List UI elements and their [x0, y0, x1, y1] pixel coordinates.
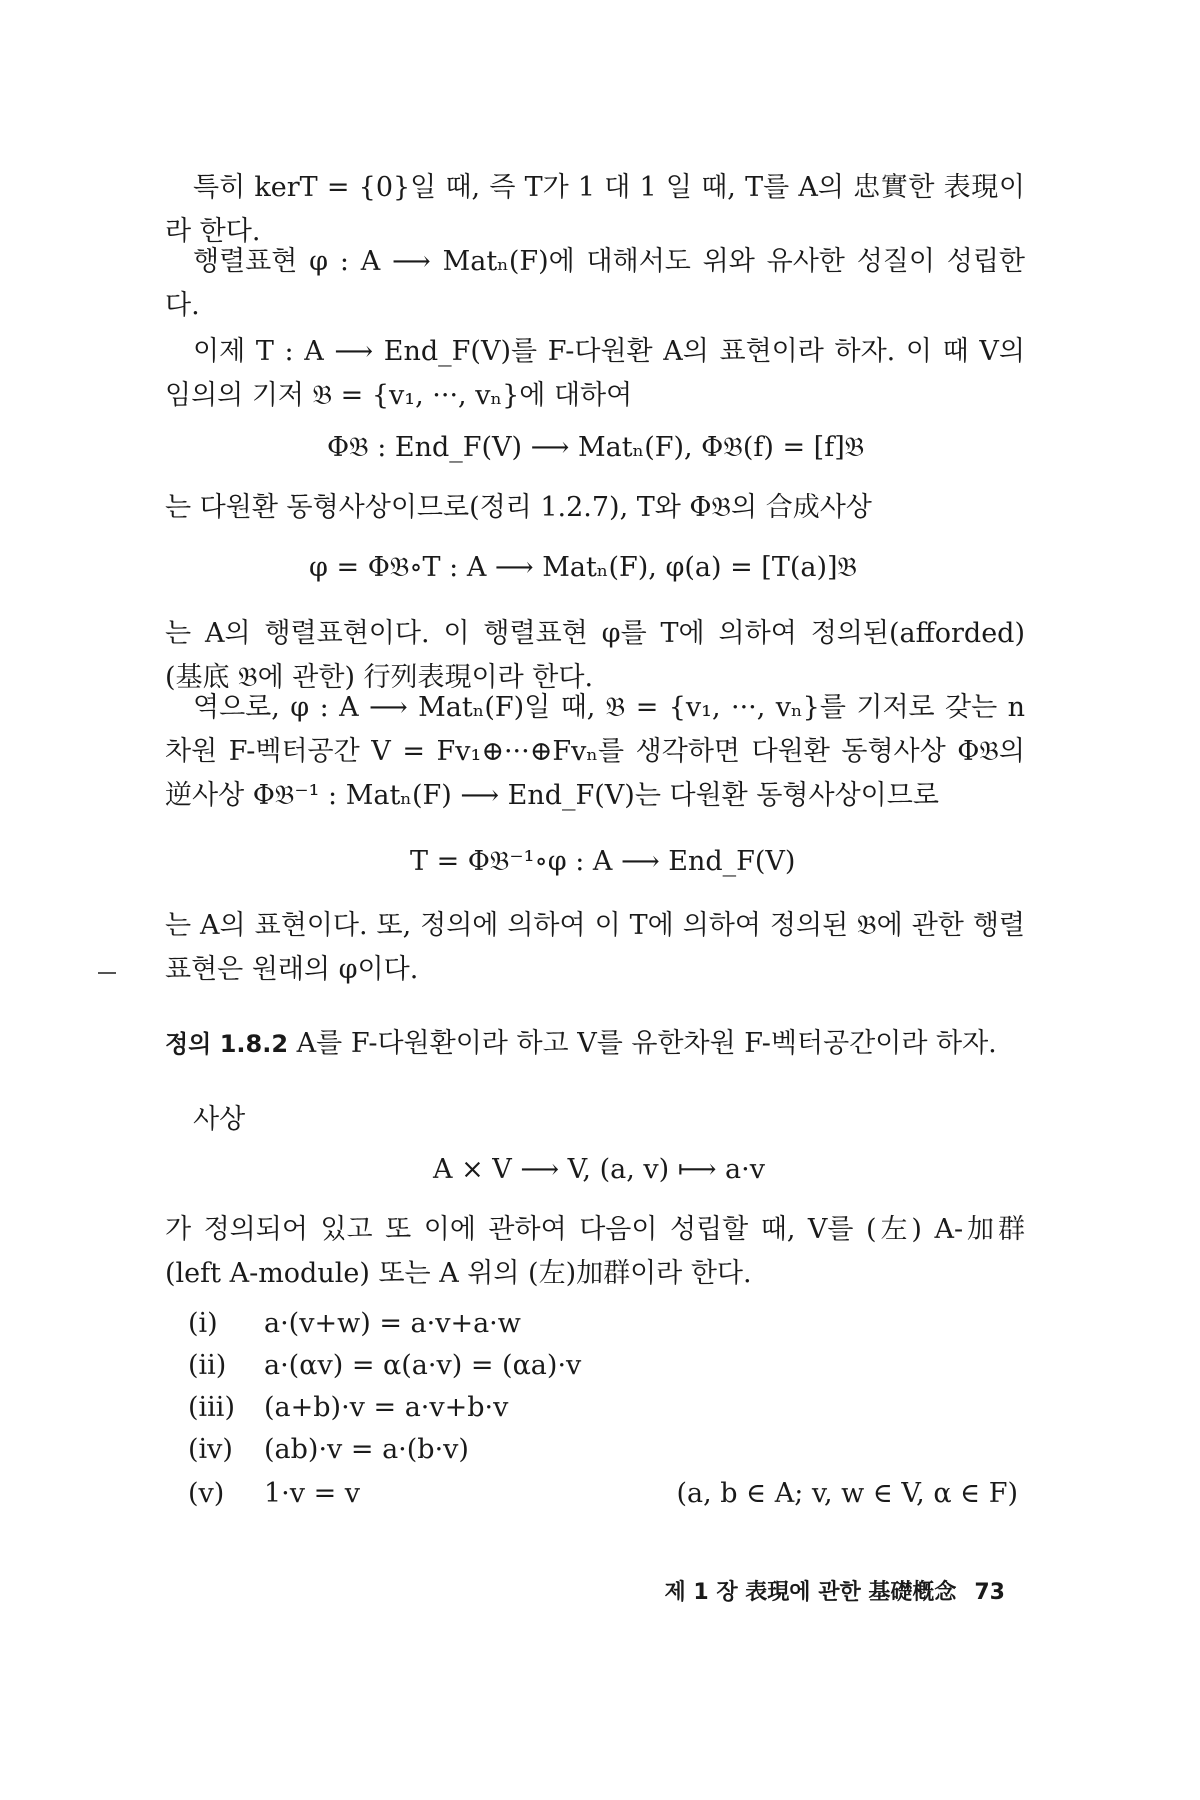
paragraph-module-definition [165, 1208, 1025, 1296]
condition-i [188, 1304, 521, 1344]
definition-label: 정의 1.8.2 [165, 1030, 289, 1058]
equation-action: A × V ⟶ V, (a, v) ⟼ a·v [433, 1154, 765, 1185]
equation-composition: φ = Φ𝔅∘T : A ⟶ Matₙ(F), φ(a) = [T(a)]𝔅 [309, 552, 858, 583]
condition-formula: 1·v = v [264, 1478, 361, 1509]
paragraph-text: 는 A의 표현이다. 또, 정의에 의하여 이 T에 의하여 정의된 𝔅에 관한 행렬표현은 원래의 φ이다. [165, 910, 1025, 985]
definition-1-8-2 [165, 1022, 1025, 1066]
condition-ii [188, 1346, 581, 1386]
paragraph-text: 특히 kerT = {0}일 때, 즉 T가 1 대 1 일 때, T를 A의 忠實한 表現이라 한다. [165, 172, 1025, 247]
condition-label: (iv) [188, 1434, 233, 1465]
paragraph-representation-result [165, 904, 1025, 992]
page-number: 73 [974, 1580, 1005, 1605]
definition-paragraph [165, 1022, 1025, 1066]
paragraph-matrix-representation [165, 240, 1025, 328]
page-footer [665, 1575, 1006, 1606]
paragraph-text: 가 정의되어 있고 또 이에 관하여 다음이 성립할 때, V를 (左) A-加群 (left A-module) 또는 A 위의 (左)加群이라 한다. [165, 1214, 1025, 1289]
condition-iv [188, 1430, 469, 1470]
condition-label: (i) [188, 1308, 218, 1339]
condition-formula: a·(v+w) = a·v+a·w [264, 1308, 521, 1339]
equation-inverse: T = Φ𝔅⁻¹∘φ : A ⟶ End_F(V) [410, 846, 796, 877]
chapter-title: 제 1 장 表現에 관한 基礎槪念 [664, 1580, 957, 1605]
condition-formula: (ab)·v = a·(b·v) [264, 1434, 469, 1465]
paragraph-text: 는 다원환 동형사상이므로(정리 1.2.7), T와 Φ𝔅의 合成사상 [165, 492, 872, 523]
condition-label: (iii) [188, 1392, 235, 1423]
paragraph-text: 이제 T : A ⟶ End_F(V)를 F-다원환 A의 표현이라 하자. 이 때 V의 임의의 기저 𝔅 = {v₁, ···, vₙ}에 대하여 [165, 336, 1025, 411]
margin-mark [98, 972, 116, 974]
definition-text: A를 F-다원환이라 하고 V를 유한차원 F-벡터공간이라 하자. [296, 1028, 997, 1059]
condition-label: (ii) [188, 1350, 227, 1381]
condition-label: (v) [188, 1478, 225, 1509]
paragraph-text: 사상 [193, 1104, 246, 1135]
paragraph-text: 행렬표현 φ : A ⟶ Matₙ(F)에 대해서도 위와 유사한 성질이 성립한다. [165, 246, 1025, 321]
paragraph-text: 역으로, φ : A ⟶ Matₙ(F)일 때, 𝔅 = {v₁, ···, vₙ}를 기저로 갖는 n차원 F-벡터공간 V = Fv₁⊕···⊕Fvₙ를 생각하면 다원환 동형사상 Φ𝔅의 逆사상 Φ𝔅⁻¹ : Matₙ(F) ⟶ End_F(V)는 다원환 동형사상이므로 [165, 692, 1025, 811]
condition-iii [188, 1388, 508, 1428]
paragraph-converse [165, 686, 1025, 818]
paragraph-isomorphism [165, 486, 1025, 530]
condition-formula: a·(αv) = α(a·v) = (αa)·v [264, 1350, 582, 1381]
paragraph-mapping [165, 1098, 1025, 1142]
paragraph-text: 는 A의 행렬표현이다. 이 행렬표현 φ를 T에 의하여 정의된(afforded) (基底 𝔅에 관한) 行列表現이라 한다. [165, 618, 1025, 693]
condition-v [188, 1474, 360, 1514]
paragraph-basis-intro [165, 330, 1025, 418]
condition-scope: (a, b ∈ A; v, w ∈ V, α ∈ F) [676, 1478, 1018, 1509]
condition-formula: (a+b)·v = a·v+b·v [264, 1392, 509, 1423]
equation-phi-b: Φ𝔅 : End_F(V) ⟶ Matₙ(F), Φ𝔅(f) = [f]𝔅 [327, 432, 865, 463]
